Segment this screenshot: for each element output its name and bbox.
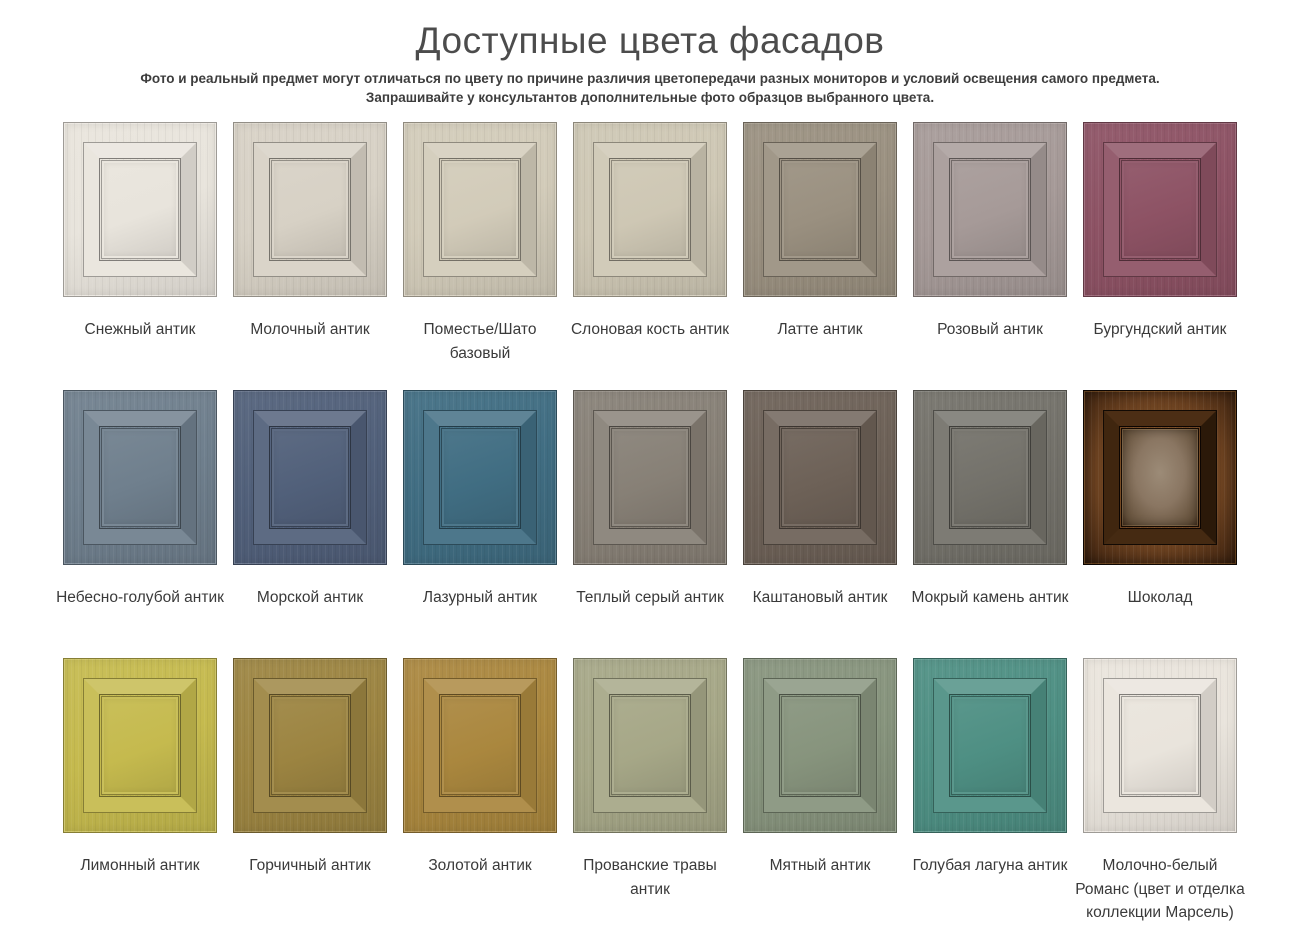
door-panel: [951, 160, 1029, 259]
disclaimer-line-1: Фото и реальный предмет могут отличаться по цвету по причине различия цветопередачи разных мониторов и условий освещения самого предмета.: [140, 71, 1160, 86]
door-panel: [101, 428, 179, 527]
swatch-tile: [565, 122, 735, 390]
swatch-tile: [735, 122, 905, 390]
swatch-label: Голубая лагуна антик: [912, 857, 1068, 875]
door-sample: [403, 122, 557, 297]
swatch-label: Молочный антик: [250, 321, 370, 339]
swatch-label: Снежный антик: [84, 321, 196, 339]
door-panel: [781, 428, 859, 527]
door-sample: [913, 122, 1067, 297]
swatch-tile: [55, 390, 225, 658]
door-panel: [271, 696, 349, 795]
swatch-label: Молочно-белый Романс (цвет и отделка коллекции Марсель): [1075, 857, 1245, 921]
swatch-tile: [565, 658, 735, 926]
door-sample: [233, 658, 387, 833]
swatch-label: Мятный антик: [769, 857, 871, 875]
door-panel: [441, 428, 519, 527]
swatch-label: Теплый серый антик: [576, 589, 724, 607]
swatch-tile: [905, 122, 1075, 390]
door-sample: [743, 122, 897, 297]
door-panel: [1121, 696, 1199, 795]
swatch-label: Лазурный антик: [422, 589, 538, 607]
door-panel: [101, 160, 179, 259]
swatch-tile: [225, 658, 395, 926]
door-panel: [781, 160, 859, 259]
swatch-label: Мокрый камень антик: [911, 589, 1069, 607]
door-panel: [271, 160, 349, 259]
swatch-tile: [395, 122, 565, 390]
door-panel: [611, 696, 689, 795]
door-sample: [233, 122, 387, 297]
swatch-label: Небесно-голубой антик: [56, 589, 224, 607]
door-sample: [403, 658, 557, 833]
door-sample: [913, 390, 1067, 565]
door-panel: [441, 160, 519, 259]
door-sample: [63, 390, 217, 565]
door-panel: [611, 160, 689, 259]
swatch-tile: [905, 390, 1075, 658]
door-sample: [743, 390, 897, 565]
swatch-label: Лимонный антик: [80, 857, 200, 875]
swatch-label: Морской антик: [256, 589, 364, 607]
door-sample: [1083, 122, 1237, 297]
door-sample: [1083, 658, 1237, 833]
swatch-tile: [1075, 122, 1245, 390]
swatch-tile: [1075, 390, 1245, 658]
door-sample: [1083, 390, 1237, 565]
door-panel: [1121, 428, 1199, 527]
door-panel: [101, 696, 179, 795]
swatch-tile: [1075, 658, 1245, 926]
swatch-grid: [0, 122, 1300, 926]
door-panel: [951, 696, 1029, 795]
swatch-tile: [395, 658, 565, 926]
door-sample: [743, 658, 897, 833]
swatch-tile: [55, 658, 225, 926]
swatch-label: Каштановый антик: [752, 589, 888, 607]
door-sample: [573, 390, 727, 565]
door-sample: [63, 122, 217, 297]
swatch-label: Слоновая кость антик: [570, 321, 730, 339]
swatch-label: Золотой антик: [428, 857, 532, 875]
door-panel: [781, 696, 859, 795]
swatch-tile: [735, 658, 905, 926]
swatch-tile: [225, 122, 395, 390]
door-panel: [441, 696, 519, 795]
swatch-label: Горчичный антик: [249, 857, 371, 875]
swatch-tile: [55, 122, 225, 390]
page-title: Доступные цвета фасадов: [415, 20, 885, 61]
swatch-label: Поместье/Шато базовый: [423, 321, 537, 362]
door-sample: [63, 658, 217, 833]
swatch-tile: [395, 390, 565, 658]
swatch-tile: [225, 390, 395, 658]
door-sample: [573, 658, 727, 833]
door-panel: [611, 428, 689, 527]
disclaimer-line-2: Запрашивайте у консультантов дополнительные фото образцов выбранного цвета.: [365, 90, 935, 106]
door-sample: [573, 122, 727, 297]
swatch-label: Розовый антик: [937, 321, 1043, 339]
swatch-tile: [735, 390, 905, 658]
swatch-label: Латте антик: [777, 321, 863, 339]
door-sample: [233, 390, 387, 565]
swatch-label: Шоколад: [1127, 589, 1193, 607]
swatch-tile: [565, 390, 735, 658]
swatch-tile: [905, 658, 1075, 926]
door-sample: [403, 390, 557, 565]
swatch-label: Бургундский антик: [1093, 321, 1227, 339]
swatch-label: Прованские травы антик: [583, 857, 717, 898]
door-panel: [271, 428, 349, 527]
door-sample: [913, 658, 1067, 833]
disclaimer-text: [0, 69, 1300, 107]
door-panel: [951, 428, 1029, 527]
door-panel: [1121, 160, 1199, 259]
